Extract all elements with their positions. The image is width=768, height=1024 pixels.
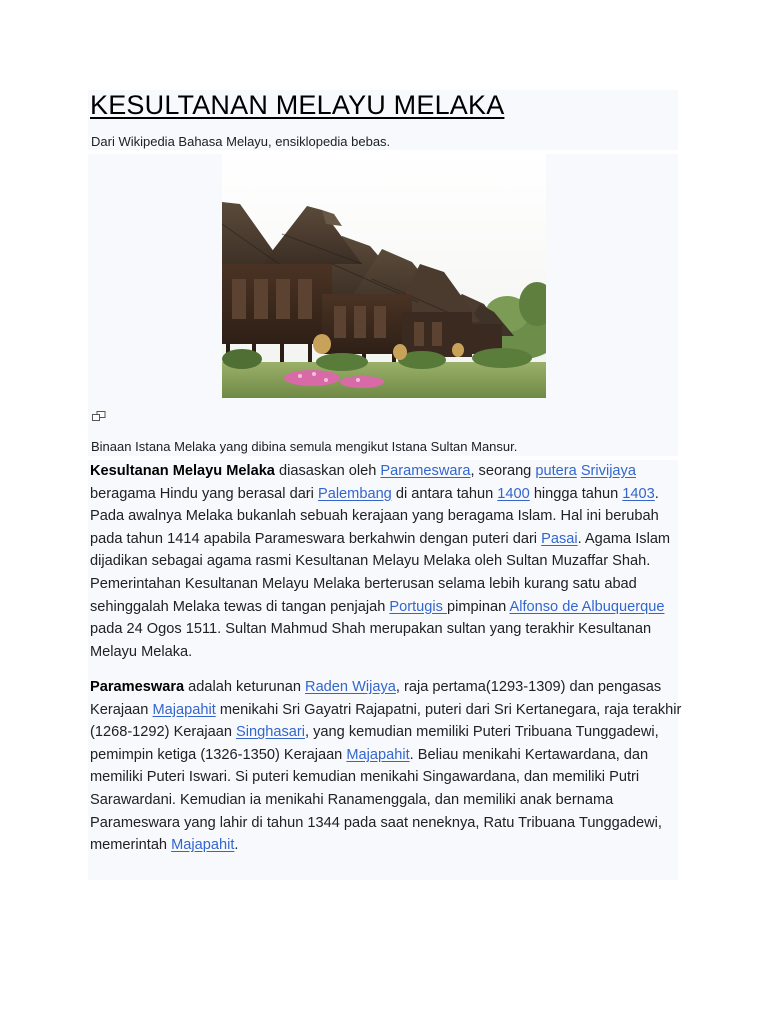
link-majapahit[interactable]: Majapahit xyxy=(171,837,235,854)
link-alfonso-de-albuquerque[interactable]: Alfonso de Albuquerque xyxy=(509,598,665,615)
link-singhasari[interactable]: Singhasari xyxy=(236,724,306,741)
page-subtitle: Dari Wikipedia Bahasa Melayu, ensiklopedia bebas. xyxy=(91,134,391,149)
palace-photo[interactable] xyxy=(222,154,546,398)
link-majapahit[interactable]: Majapahit xyxy=(152,701,216,718)
paragraph-2 xyxy=(90,676,682,857)
figure-block xyxy=(88,154,678,456)
text: menikahi Sri Gayatri Rajapatni, puteri dari Sri Kertanegara, raja terakhir (1268-1292) Kerajaan xyxy=(90,701,682,741)
text: beragama Hindu yang berasal dari xyxy=(90,485,318,502)
text: diasaskan oleh xyxy=(274,463,381,479)
link-palembang[interactable]: Palembang xyxy=(317,485,392,502)
link-portugis[interactable]: Portugis xyxy=(389,598,447,615)
text: hingga tahun xyxy=(529,485,623,502)
paragraph-1 xyxy=(90,460,682,663)
article-body xyxy=(88,460,682,880)
bold-term: Parameswara xyxy=(90,679,185,695)
text: . Agama Islam dijadikan sebagai agama rasmi Kesultanan Melayu Melaka oleh Sultan Muzaffar Shah. Pemerintahan Kesultanan Melayu Melaka berterusan selama lebih kurang satu abad sehinggalah Melaka tewas di tangan penjajah xyxy=(90,530,671,615)
link-raden-wijaya[interactable]: Raden Wijaya xyxy=(305,679,396,695)
text: pimpinan xyxy=(446,598,510,615)
text: di antara tahun xyxy=(391,485,498,502)
link-majapahit[interactable]: Majapahit xyxy=(346,746,410,763)
link-putera[interactable]: putera xyxy=(535,463,577,479)
text: . Pada awalnya Melaka bukanlah sebuah kerajaan yang beragama Islam. Hal ini berubah pada tahun 1414 apabila Parameswara berkahwin dengan puteri dari xyxy=(90,485,659,547)
page-title: KESULTANAN MELAYU MELAKA xyxy=(90,90,505,120)
text: . Beliau menikahi Kertawardana, dan memiliki Puteri Iswari. Si puteri kemudian menikahi Singawardana, dan memiliki Putri Sarawardani. Kemudian ia menikahi Ranamenggala, dan memiliki anak bernama Parameswara yang lahir di tahun 1344 pada saat neneknya, Ratu Tribuana Tunggadewi, memerintah xyxy=(90,746,662,854)
bold-term: Kesultanan Melayu Melaka xyxy=(90,463,275,479)
text: , seorang xyxy=(470,463,536,479)
title-block xyxy=(88,90,678,150)
text: adalah keturunan xyxy=(184,679,306,695)
image-caption: Binaan Istana Melaka yang dibina semula mengikut Istana Sultan Mansur. xyxy=(91,439,518,454)
link-srivijaya[interactable]: Srivijaya xyxy=(580,463,636,479)
enlarge-icon[interactable] xyxy=(92,408,106,418)
link-1400[interactable]: 1400 xyxy=(497,485,530,502)
link-parameswara[interactable]: Parameswara xyxy=(380,463,471,479)
link-pasai[interactable]: Pasai xyxy=(541,530,578,547)
text: pada 24 Ogos 1511. Sultan Mahmud Shah merupakan sultan yang terakhir Kesultanan Melayu Melaka. xyxy=(90,621,652,660)
link-1403[interactable]: 1403 xyxy=(622,485,655,502)
text: , raja pertama(1293-1309) dan pengasas Kerajaan xyxy=(90,679,662,718)
text: , yang kemudian memiliki Puteri Tribuana Tunggadewi, pemimpin ketiga (1326-1350) Kerajaan xyxy=(90,724,659,763)
text: . xyxy=(234,837,239,854)
